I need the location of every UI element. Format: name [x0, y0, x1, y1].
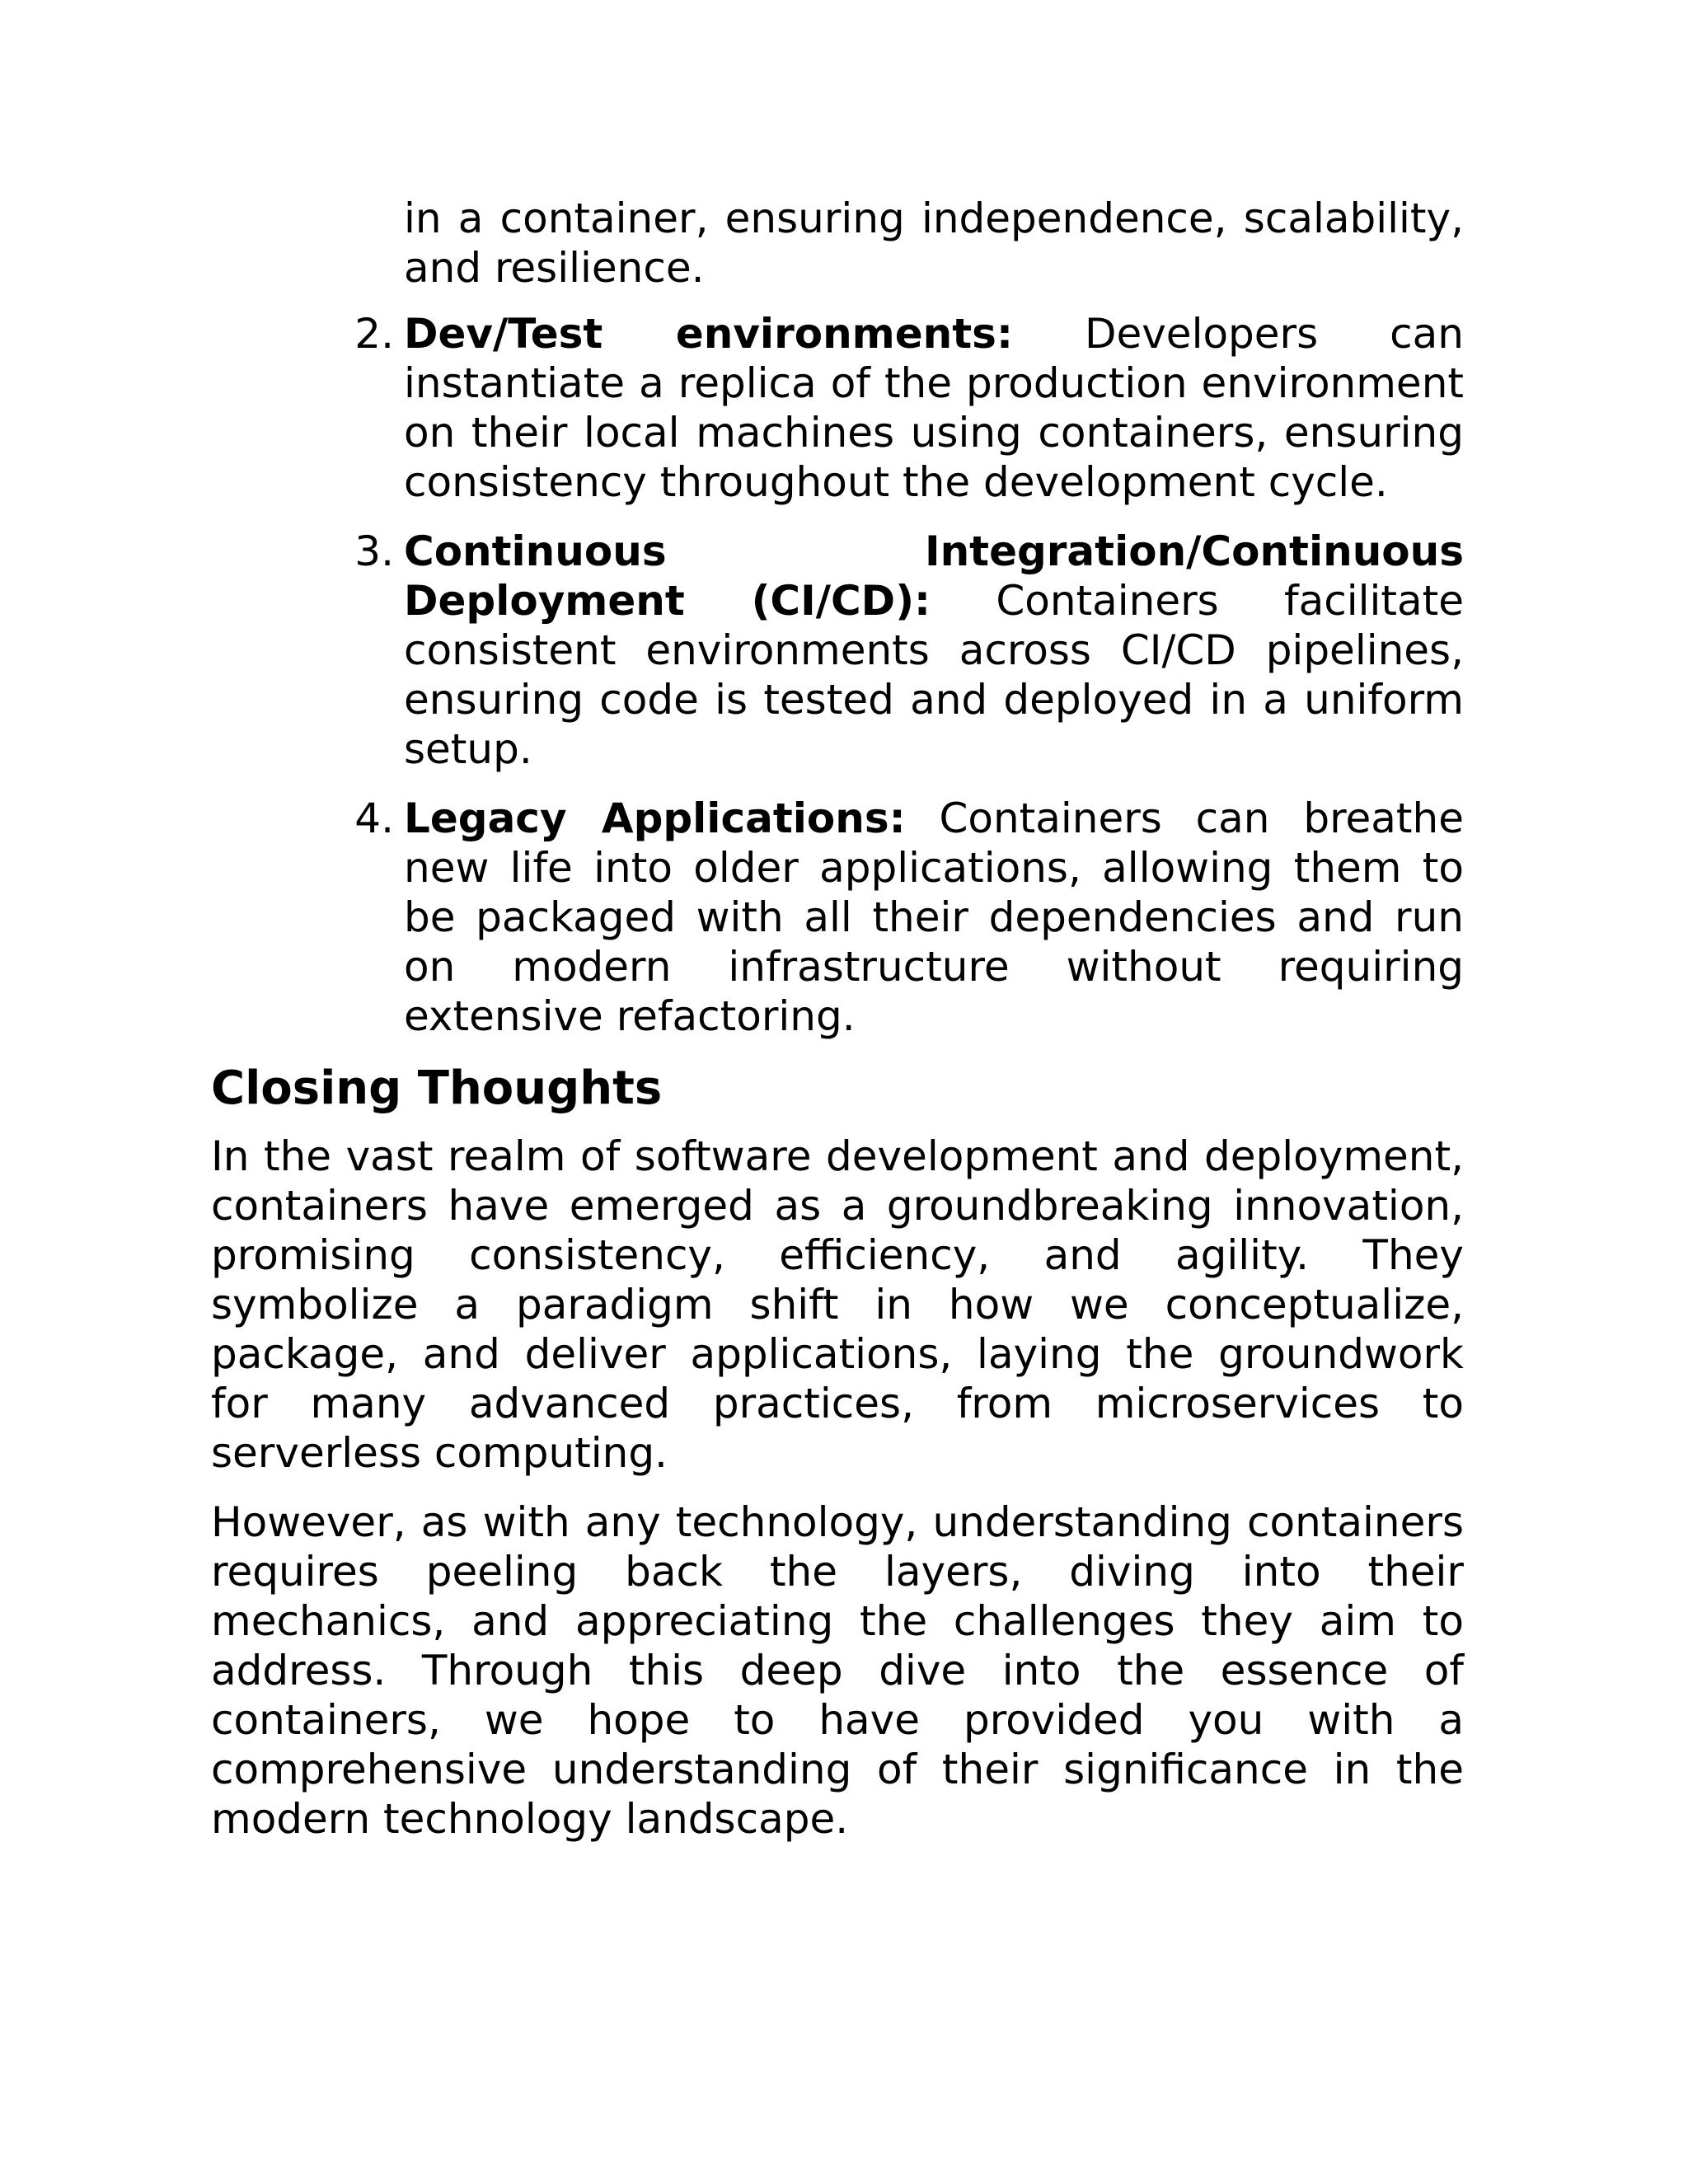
list-item-title: Continuous Integration/Continuous Deployment (CI/CD):	[404, 527, 1464, 625]
list-item-body	[404, 794, 1464, 1041]
use-case-list	[211, 309, 1464, 1041]
list-item-body	[404, 309, 1464, 507]
list-item-title: Dev/Test environments:	[404, 310, 1013, 358]
section-heading: Closing Thoughts	[211, 1062, 663, 1115]
list-item-number: 3.	[354, 527, 394, 575]
list-item-text: Containers can breathe new life into older applications, allowing them to be packaged with all their dependencies and run on modern infrastructure without requiring extensive refactoring.	[404, 794, 1464, 1040]
list-item	[211, 309, 1464, 507]
list-item-number: 4.	[354, 794, 394, 842]
list-item-body	[404, 527, 1464, 774]
list-item-text: Developers can instantiate a replica of the production environment on their local machines using containers, ensuring consistency throughout the development cycle.	[404, 310, 1464, 506]
list-item-title: Legacy Applications:	[404, 794, 906, 842]
list-item-text: Containers facilitate consistent environments across CI/CD pipelines, ensuring code is tested and deployed in a uniform setup.	[404, 577, 1464, 773]
body-paragraph: However, as with any technology, understanding containers requires peeling back the layers, diving into their mechanics, and appreciating the challenges they aim to address. Through this deep dive into the essence of containers, we hope to have provided you with a comprehensive understanding of their significance in the modern technology landscape.	[211, 1498, 1464, 1843]
list-item	[211, 794, 1464, 1041]
document-page	[211, 194, 1464, 1863]
list-item-continuation: in a container, ensuring independence, scalability, and resilience.	[404, 194, 1464, 292]
list-item-number: 2.	[354, 310, 394, 358]
body-paragraph: In the vast realm of software development and deployment, containers have emerged as a groundbreaking innovation, promising consistency, efficiency, and agility. They symbolize a paradigm shift in how we conceptualize, package, and deliver applications, laying the groundwork for many advanced practices, from microservices to serverless computing.	[211, 1132, 1464, 1477]
list-item	[211, 527, 1464, 774]
